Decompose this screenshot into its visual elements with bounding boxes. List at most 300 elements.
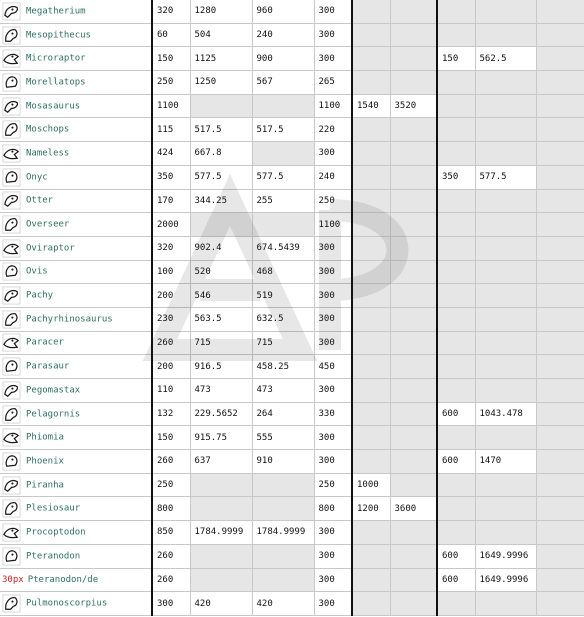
creature-link[interactable]: Oviraptor — [26, 243, 75, 254]
stat-cell — [475, 94, 536, 118]
stat-cell — [437, 236, 475, 260]
stat-cell — [475, 284, 536, 308]
plesiosaur-icon — [2, 499, 21, 518]
stat-cell: 1250 — [190, 71, 252, 95]
stat-cell — [352, 236, 390, 260]
stat-cell — [475, 473, 536, 497]
stat-cell: 1280 — [190, 0, 252, 23]
creature-link[interactable]: Procoptodon — [26, 527, 86, 538]
stat-cell — [437, 284, 475, 308]
stat-cell — [352, 355, 390, 379]
creature-name-cell — [0, 497, 152, 521]
stat-cell — [475, 23, 536, 47]
stat-cell: 504 — [190, 23, 252, 47]
table-row — [0, 118, 584, 142]
creature-name-cell — [0, 236, 152, 260]
stat-cell — [437, 142, 475, 166]
stat-cell: 424 — [152, 142, 190, 166]
stat-cell: 150 — [152, 47, 190, 71]
table-row — [0, 260, 584, 284]
stat-cell: 1100 — [314, 94, 352, 118]
stat-cell: 300 — [314, 236, 352, 260]
table-row — [0, 23, 584, 47]
microraptor-icon — [2, 49, 21, 68]
stat-cell: 3600 — [390, 497, 437, 521]
stat-cell — [536, 426, 584, 450]
stat-cell — [390, 307, 437, 331]
creature-link[interactable]: Microraptor — [26, 53, 86, 64]
stat-cell: 468 — [252, 260, 314, 284]
stat-cell — [390, 592, 437, 616]
stat-cell: 265 — [314, 71, 352, 95]
stat-cell — [252, 473, 314, 497]
stat-cell: 300 — [152, 592, 190, 616]
stat-cell — [475, 355, 536, 379]
stat-cell: 519 — [252, 284, 314, 308]
creature-name-cell — [0, 94, 152, 118]
stat-cell — [390, 450, 437, 474]
stat-cell — [475, 0, 536, 23]
stat-cell — [190, 213, 252, 237]
stat-cell: 1200 — [352, 497, 390, 521]
stat-cell: 350 — [152, 165, 190, 189]
stat-cell — [390, 213, 437, 237]
stat-cell: 200 — [152, 284, 190, 308]
stat-cell — [390, 71, 437, 95]
stat-cell — [390, 473, 437, 497]
creature-link[interactable]: Phoenix — [26, 456, 64, 467]
stat-cell — [437, 213, 475, 237]
stat-cell: 902.4 — [190, 236, 252, 260]
stat-cell: 115 — [152, 118, 190, 142]
stat-cell — [475, 236, 536, 260]
creature-link[interactable]: Nameless — [26, 148, 70, 159]
creature-link[interactable]: Mosasaurus — [26, 101, 81, 112]
stat-cell — [437, 23, 475, 47]
stat-cell — [390, 355, 437, 379]
stat-cell: 300 — [314, 47, 352, 71]
stat-cell — [390, 142, 437, 166]
stat-cell: 300 — [314, 331, 352, 355]
stat-cell: 350 — [437, 165, 475, 189]
stat-cell: 1100 — [152, 94, 190, 118]
stat-cell: 300 — [314, 592, 352, 616]
stat-cell — [536, 142, 584, 166]
stat-cell — [536, 331, 584, 355]
table-row — [0, 94, 584, 118]
stat-cell: 260 — [152, 331, 190, 355]
creature-name-cell — [0, 355, 152, 379]
table-row — [0, 592, 584, 616]
stat-cell: 240 — [314, 165, 352, 189]
stat-cell — [352, 544, 390, 568]
oviraptor-icon — [2, 239, 21, 258]
stat-cell: 300 — [314, 544, 352, 568]
stat-cell: 517.5 — [252, 118, 314, 142]
stat-cell — [475, 521, 536, 545]
stat-cell — [536, 284, 584, 308]
stat-cell: 600 — [437, 544, 475, 568]
nameless-icon — [2, 144, 21, 163]
stat-cell — [352, 592, 390, 616]
creature-link[interactable]: Mesopithecus — [26, 30, 92, 41]
stat-cell: 577.5 — [190, 165, 252, 189]
stat-cell — [536, 213, 584, 237]
stat-cell — [536, 402, 584, 426]
creature-name-cell — [0, 450, 152, 474]
stat-cell: 300 — [314, 450, 352, 474]
stat-cell: 150 — [437, 47, 475, 71]
table-row — [0, 402, 584, 426]
stat-cell — [475, 592, 536, 616]
stat-cell — [536, 544, 584, 568]
stat-cell — [536, 568, 584, 592]
creature-link[interactable]: Pelagornis — [26, 409, 81, 420]
stat-cell: 230 — [152, 307, 190, 331]
table-row — [0, 213, 584, 237]
stat-cell: 1649.9996 — [475, 544, 536, 568]
creature-name-cell — [0, 307, 152, 331]
stat-cell — [390, 284, 437, 308]
creature-name-cell — [0, 473, 152, 497]
creature-name-cell — [0, 544, 152, 568]
table-row — [0, 473, 584, 497]
stat-cell — [390, 331, 437, 355]
stat-cell: 473 — [252, 379, 314, 403]
stat-cell: 132 — [152, 402, 190, 426]
table-row — [0, 355, 584, 379]
stat-cell: 100 — [152, 260, 190, 284]
stat-cell: 546 — [190, 284, 252, 308]
stat-cell: 250 — [152, 473, 190, 497]
stat-cell — [437, 71, 475, 95]
stat-cell: 344.25 — [190, 189, 252, 213]
mesopithecus-icon — [2, 26, 21, 45]
otter-icon — [2, 191, 21, 210]
pachy-icon — [2, 286, 21, 305]
stat-cell — [536, 165, 584, 189]
stat-cell — [352, 23, 390, 47]
stat-cell: 555 — [252, 426, 314, 450]
stat-cell: 577.5 — [252, 165, 314, 189]
stat-cell: 1470 — [475, 450, 536, 474]
creature-link[interactable]: Pulmonoscorpius — [26, 598, 108, 609]
stat-cell: 229.5652 — [190, 402, 252, 426]
size-prefix-label: 30px — [2, 574, 24, 585]
stat-cell — [475, 497, 536, 521]
pulmonoscorpius-icon — [2, 594, 21, 613]
table-row — [0, 307, 584, 331]
stat-cell: 170 — [152, 189, 190, 213]
creature-link[interactable]: Pegomastax — [26, 385, 81, 396]
stat-cell — [352, 71, 390, 95]
stat-cell — [390, 402, 437, 426]
stat-cell — [352, 379, 390, 403]
table-row — [0, 497, 584, 521]
stat-cell: 1125 — [190, 47, 252, 71]
stat-cell — [390, 379, 437, 403]
table-row — [0, 426, 584, 450]
table-row — [0, 331, 584, 355]
pachyrhinosaurus-icon — [2, 310, 21, 329]
stat-cell: 300 — [314, 284, 352, 308]
stat-cell: 715 — [190, 331, 252, 355]
paracer-icon — [2, 333, 21, 352]
creature-name-cell — [0, 331, 152, 355]
creature-name-cell — [0, 189, 152, 213]
creature-link[interactable]: Pachyrhinosaurus — [26, 314, 113, 325]
stat-cell: 255 — [252, 189, 314, 213]
stat-cell — [390, 236, 437, 260]
stat-cell — [390, 0, 437, 23]
stat-cell: 320 — [152, 0, 190, 23]
stat-cell — [475, 118, 536, 142]
stat-cell: 458.25 — [252, 355, 314, 379]
creature-name-cell — [0, 47, 152, 71]
stat-cell: 250 — [152, 71, 190, 95]
stat-cell — [352, 568, 390, 592]
stat-cell — [475, 260, 536, 284]
stat-cell: 517.5 — [190, 118, 252, 142]
creature-link[interactable]: Otter — [26, 195, 54, 206]
stat-cell: 637 — [190, 450, 252, 474]
stat-cell — [252, 142, 314, 166]
stat-cell: 264 — [252, 402, 314, 426]
table-row — [0, 47, 584, 71]
stat-cell: 850 — [152, 521, 190, 545]
stat-cell — [475, 142, 536, 166]
stat-cell — [437, 331, 475, 355]
stat-cell: 520 — [190, 260, 252, 284]
stat-cell: 300 — [314, 307, 352, 331]
stat-cell — [437, 473, 475, 497]
creature-link[interactable]: Piranha — [26, 480, 64, 491]
stat-cell: 60 — [152, 23, 190, 47]
table-row — [0, 284, 584, 308]
mosasaurus-icon — [2, 97, 21, 116]
stat-cell: 1100 — [314, 213, 352, 237]
morellatops-icon — [2, 73, 21, 92]
creature-link[interactable]: Phiomia — [26, 432, 64, 443]
stat-cell: 800 — [314, 497, 352, 521]
table-row — [0, 450, 584, 474]
stat-cell — [437, 260, 475, 284]
piranha-icon — [2, 476, 21, 495]
creature-name-cell — [0, 142, 152, 166]
stat-cell: 250 — [314, 189, 352, 213]
stat-cell — [437, 355, 475, 379]
creature-link[interactable]: Megatherium — [26, 6, 86, 17]
pteranodon-icon — [2, 547, 21, 566]
stat-cell: 600 — [437, 568, 475, 592]
stat-cell — [190, 473, 252, 497]
stat-cell — [536, 0, 584, 23]
stat-cell: 567 — [252, 71, 314, 95]
stat-cell: 600 — [437, 402, 475, 426]
stat-cell: 260 — [152, 450, 190, 474]
stat-cell: 150 — [152, 426, 190, 450]
stat-cell: 300 — [314, 23, 352, 47]
creature-name-cell — [0, 521, 152, 545]
creature-name-cell — [0, 260, 152, 284]
stat-cell: 577.5 — [475, 165, 536, 189]
stat-cell — [390, 165, 437, 189]
stat-cell: 300 — [314, 521, 352, 545]
stat-cell — [252, 213, 314, 237]
stat-cell — [475, 213, 536, 237]
stat-cell — [536, 450, 584, 474]
stat-cell — [252, 568, 314, 592]
stat-cell — [390, 568, 437, 592]
creature-name-cell — [0, 284, 152, 308]
creature-name-cell — [0, 165, 152, 189]
stat-cell — [437, 0, 475, 23]
stat-cell — [390, 47, 437, 71]
table-row — [0, 544, 584, 568]
stat-cell — [536, 307, 584, 331]
stat-cell — [352, 47, 390, 71]
stat-cell: 632.5 — [252, 307, 314, 331]
stat-cell: 320 — [152, 236, 190, 260]
procoptodon-icon — [2, 523, 21, 542]
stat-cell: 674.5439 — [252, 236, 314, 260]
table-row — [0, 236, 584, 260]
stat-cell — [536, 71, 584, 95]
stat-cell — [536, 236, 584, 260]
stat-cell: 1043.478 — [475, 402, 536, 426]
stat-cell: 667.8 — [190, 142, 252, 166]
stat-cell: 250 — [314, 473, 352, 497]
stat-cell — [437, 521, 475, 545]
creature-name-cell — [0, 0, 152, 23]
creature-link[interactable]: Overseer — [26, 219, 70, 230]
stat-cell — [352, 0, 390, 23]
stat-cell — [437, 94, 475, 118]
stat-cell — [352, 118, 390, 142]
stat-cell — [252, 544, 314, 568]
stat-cell — [475, 426, 536, 450]
stat-cell — [352, 331, 390, 355]
stat-cell — [352, 426, 390, 450]
creature-link[interactable]: Pachy — [26, 290, 54, 301]
stat-cell — [390, 189, 437, 213]
stat-cell: 1540 — [352, 94, 390, 118]
stat-cell: 900 — [252, 47, 314, 71]
creature-link[interactable]: Pteranodon/de — [27, 574, 99, 585]
creature-name-cell — [0, 568, 152, 592]
stat-cell — [536, 592, 584, 616]
table-row — [0, 379, 584, 403]
stat-cell — [536, 23, 584, 47]
creature-link[interactable]: Onyc — [26, 172, 48, 183]
creature-name-cell — [0, 592, 152, 616]
table-row — [0, 71, 584, 95]
creature-link[interactable]: Morellatops — [26, 77, 86, 88]
table-row — [0, 521, 584, 545]
creature-name-cell — [0, 118, 152, 142]
stat-cell — [390, 544, 437, 568]
ovis-icon — [2, 262, 21, 281]
creature-link[interactable]: Pteranodon — [26, 551, 81, 562]
stat-cell: 960 — [252, 0, 314, 23]
stat-cell: 420 — [190, 592, 252, 616]
stat-cell — [352, 521, 390, 545]
stat-cell: 915.75 — [190, 426, 252, 450]
creature-name-cell — [0, 213, 152, 237]
stat-cell: 715 — [252, 331, 314, 355]
stat-cell — [252, 94, 314, 118]
stat-cell: 910 — [252, 450, 314, 474]
stat-cell: 3520 — [390, 94, 437, 118]
stat-cell — [390, 23, 437, 47]
stat-cell — [536, 260, 584, 284]
overseer-icon — [2, 215, 21, 234]
stat-cell — [390, 118, 437, 142]
stat-cell: 240 — [252, 23, 314, 47]
stat-cell: 420 — [252, 592, 314, 616]
stat-cell: 260 — [152, 568, 190, 592]
pegomastax-icon — [2, 381, 21, 400]
table-row — [0, 189, 584, 213]
creature-link[interactable]: Plesiosaur — [26, 503, 81, 514]
table-row — [0, 165, 584, 189]
creature-link[interactable]: Moschops — [26, 124, 70, 135]
stat-cell: 1649.9996 — [475, 568, 536, 592]
stat-cell — [390, 426, 437, 450]
stat-cell — [536, 521, 584, 545]
stat-cell — [475, 71, 536, 95]
onyc-icon — [2, 168, 21, 187]
stat-cell — [352, 284, 390, 308]
stat-cell: 220 — [314, 118, 352, 142]
stat-cell — [352, 307, 390, 331]
stat-cell: 300 — [314, 426, 352, 450]
parasaur-icon — [2, 357, 21, 376]
stat-cell — [536, 355, 584, 379]
stat-cell: 300 — [314, 260, 352, 284]
stat-cell — [437, 497, 475, 521]
stat-cell: 916.5 — [190, 355, 252, 379]
creature-link[interactable]: Paracer — [26, 337, 64, 348]
stat-cell: 1784.9999 — [252, 521, 314, 545]
stat-cell: 800 — [152, 497, 190, 521]
stat-cell: 300 — [314, 142, 352, 166]
creature-link[interactable]: Parasaur — [26, 361, 70, 372]
stat-cell — [352, 165, 390, 189]
stat-cell — [352, 189, 390, 213]
stat-cell: 450 — [314, 355, 352, 379]
stat-cell — [536, 473, 584, 497]
moschops-icon — [2, 120, 21, 139]
stat-cell: 563.5 — [190, 307, 252, 331]
stat-cell — [437, 307, 475, 331]
stat-cell — [475, 189, 536, 213]
creature-name-cell — [0, 23, 152, 47]
stat-cell: 260 — [152, 544, 190, 568]
creature-link[interactable]: Ovis — [26, 266, 48, 277]
stat-cell: 300 — [314, 379, 352, 403]
stat-cell — [475, 379, 536, 403]
table-row — [0, 142, 584, 166]
stat-cell — [536, 189, 584, 213]
table-row — [0, 0, 584, 23]
stat-cell — [390, 260, 437, 284]
stat-cell — [352, 142, 390, 166]
stat-cell — [352, 260, 390, 284]
stat-cell — [352, 450, 390, 474]
stat-cell — [437, 379, 475, 403]
stat-cell: 1784.9999 — [190, 521, 252, 545]
